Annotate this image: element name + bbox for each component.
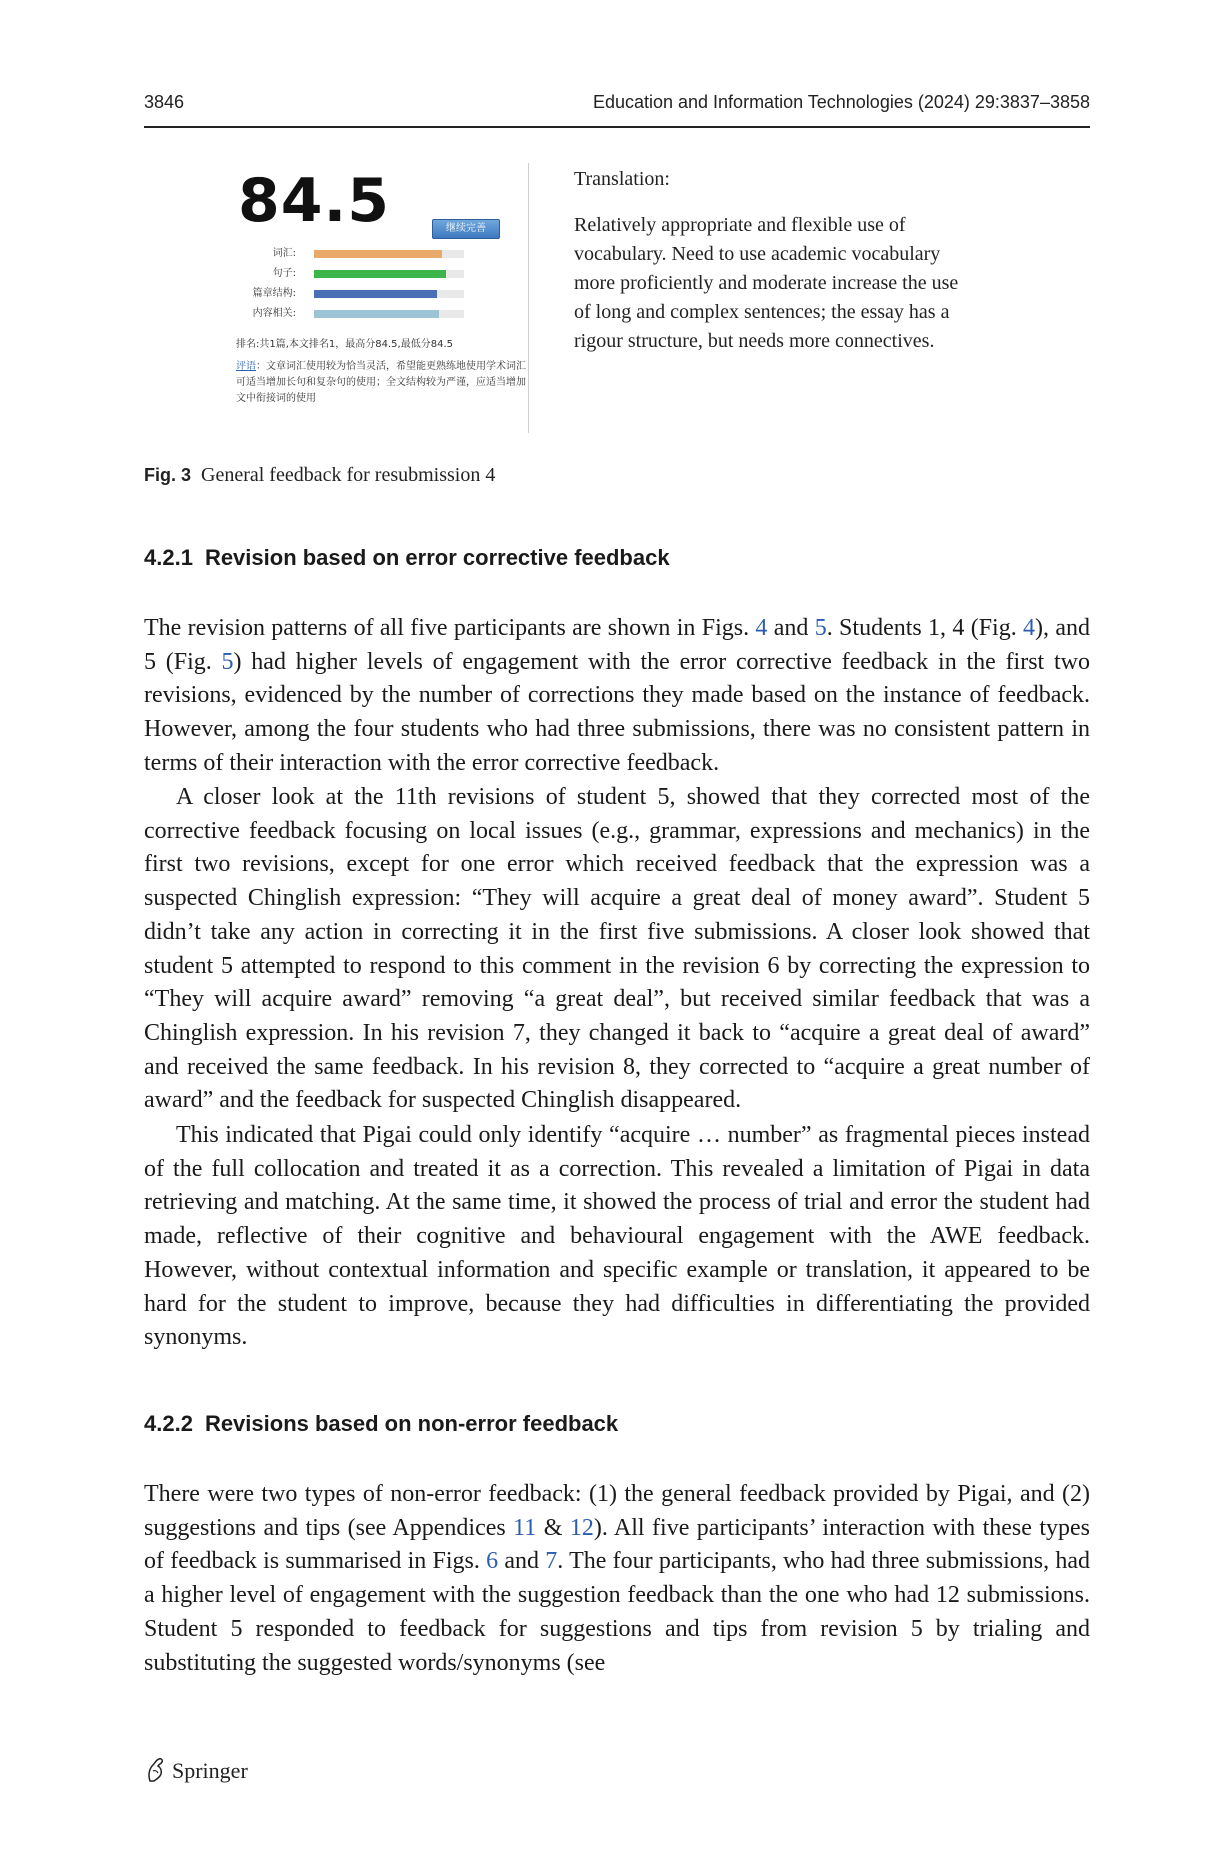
paragraph-4 bbox=[144, 1478, 1090, 1680]
translation-line: of long and complex sentences; the essay has a bbox=[574, 301, 950, 323]
springer-horse-icon bbox=[144, 1757, 168, 1789]
metric-label: 词汇: bbox=[272, 248, 296, 259]
figure-caption bbox=[144, 464, 495, 487]
comment-block bbox=[236, 359, 526, 407]
comment-link[interactable]: 评语 bbox=[236, 361, 256, 372]
translation-line: vocabulary. Need to use academic vocabulary bbox=[574, 243, 941, 265]
paragraph-1 bbox=[144, 612, 1090, 781]
text-run: . The four participants, who had three submissions, had a higher level of engagement with the suggestion feedback than the one who had 12 submissions. Student 5 responded to feedback for suggestions and tips from revision 5 by trialing and substituting the suggested words/synonyms (see bbox=[144, 1548, 1091, 1676]
text-run: ) had higher levels of engagement with the error corrective feedback in the first two revisions, evidenced by the number of corrections they made based on the instance of feedback. However, among the four students who had three submissions, there was no consistent pattern in terms of their interaction with the error corrective feedback. bbox=[144, 648, 1090, 776]
metric-bar-track bbox=[314, 290, 464, 298]
text-run: . Students 1, 4 (Fig. bbox=[826, 615, 1024, 641]
appendix-link[interactable]: 11 bbox=[513, 1514, 537, 1541]
text-run: The revision patterns of all five participants are shown in Figs. bbox=[144, 615, 756, 641]
translation-line: Relatively appropriate and flexible use of bbox=[574, 214, 906, 236]
text-run: ), and 5 (Fig. bbox=[144, 615, 1091, 675]
metric-bar-fill bbox=[314, 290, 437, 298]
page-number: 3846 bbox=[144, 92, 185, 112]
figure-link[interactable]: 4 bbox=[755, 615, 768, 641]
metric-bar-fill bbox=[314, 250, 442, 258]
figure-caption-text: General feedback for resubmission 4 bbox=[201, 464, 496, 486]
metric-bar-track bbox=[314, 250, 464, 258]
section-heading-4-2-2 bbox=[144, 1411, 618, 1437]
publisher-footer bbox=[144, 1757, 248, 1789]
comment-text: ：文章词汇使用较为恰当灵活，希望能更熟练地使用学术词汇可适当增加长句和复杂句的使用；全文结构较为严谨，应适当增加文中衔接词的使用 bbox=[236, 361, 526, 404]
section-title: Revisions based on non-error feedback bbox=[204, 1411, 619, 1436]
metric-label: 内容相关: bbox=[252, 308, 296, 319]
rank-text: 排名:共1篇,本文排名1，最高分84.5,最低分84.5 bbox=[236, 339, 453, 350]
metric-bar-fill bbox=[314, 310, 439, 318]
translation-title: Translation: bbox=[574, 168, 670, 190]
paragraph-2: A closer look at the 11th revisions of student 5, showed that they corrected most of the corrective feedback focusing on local issues (e.g., grammar, expressions and mechanics) in the first two revisions, except for one error which received feedback that the expression was a suspected Chinglish expression: “They will acquire a great deal of money award”. Student 5 didn’t take any action in correcting it in the first five submissions. A closer look showed that student 5 attempted to respond to this comment in the revision 6 by correcting the expression to “They will acquire award” removing “a great deal”, but received similar feedback that was a Chinglish expression. In his revision 7, they changed it back to “acquire a great deal of award” and received the same feedback. In his revision 8, they corrected to “acquire a great number of award” and the feedback for suspected Chinglish disappeared. bbox=[144, 784, 1090, 1114]
metric-vocabulary bbox=[232, 247, 528, 261]
running-header: Education and Information Technologies (2024) 29:3837–3858 bbox=[592, 92, 1090, 112]
metric-label: 句子: bbox=[272, 268, 296, 279]
text-run: There were two types of non-error feedback: (1) the general feedback provided by Pigai, and (2) suggestions and tips (see Appendices bbox=[144, 1481, 1090, 1541]
section-number: 4.2.2 bbox=[144, 1411, 193, 1436]
text-run: & bbox=[536, 1514, 570, 1541]
text-run: and bbox=[498, 1548, 546, 1575]
figure-screenshot bbox=[232, 163, 528, 433]
text-run: and bbox=[767, 615, 815, 641]
score-value: 84.5 bbox=[238, 166, 391, 236]
paragraph-3: This indicated that Pigai could only identify “acquire … number” as fragmental pieces instead of the full collocation and treated it as a correction. This revealed a limitation of Pigai in data retrieving and matching. At the same time, it showed the process of trial and error the student had made, reflective of their cognitive and behavioural engagement with the AWE feedback. However, without contextual information and specific example or translation, it appeared to be hard for the student to improve, because they had difficulties in differentiating the provided synonyms. bbox=[144, 1122, 1090, 1351]
section-number: 4.2.1 bbox=[144, 545, 193, 570]
publisher-name: Springer bbox=[172, 1758, 248, 1784]
metric-bar-fill bbox=[314, 270, 446, 278]
section-title: Revision based on error corrective feedback bbox=[204, 545, 670, 570]
figure-link[interactable]: 5 bbox=[814, 615, 827, 641]
figure-divider bbox=[528, 163, 529, 433]
translation-line: rigour structure, but needs more connectives. bbox=[574, 330, 935, 352]
header-rule bbox=[144, 126, 1090, 128]
figure-link[interactable]: 4 bbox=[1023, 615, 1036, 641]
figure-link[interactable]: 7 bbox=[545, 1548, 558, 1575]
text-run: ). All five participants’ interaction with these types of feedback is summarised in Figs. bbox=[144, 1514, 1090, 1575]
continue-improve-button[interactable]: 继续完善 bbox=[432, 219, 500, 239]
figure-link[interactable]: 6 bbox=[486, 1548, 499, 1575]
figure-link[interactable]: 5 bbox=[221, 648, 234, 675]
metric-structure bbox=[232, 287, 528, 301]
metric-bar-track bbox=[314, 270, 464, 278]
translation-body bbox=[574, 211, 1034, 356]
metric-content bbox=[232, 307, 528, 321]
figure-label: Fig. 3 bbox=[144, 465, 192, 485]
metric-label: 篇章结构: bbox=[252, 288, 296, 299]
section-heading-4-2-1 bbox=[144, 545, 670, 571]
translation-line: more proficiently and moderate increase the use bbox=[574, 272, 959, 294]
metric-sentence bbox=[232, 267, 528, 281]
metric-bar-track bbox=[314, 310, 464, 318]
appendix-link[interactable]: 12 bbox=[569, 1514, 594, 1541]
